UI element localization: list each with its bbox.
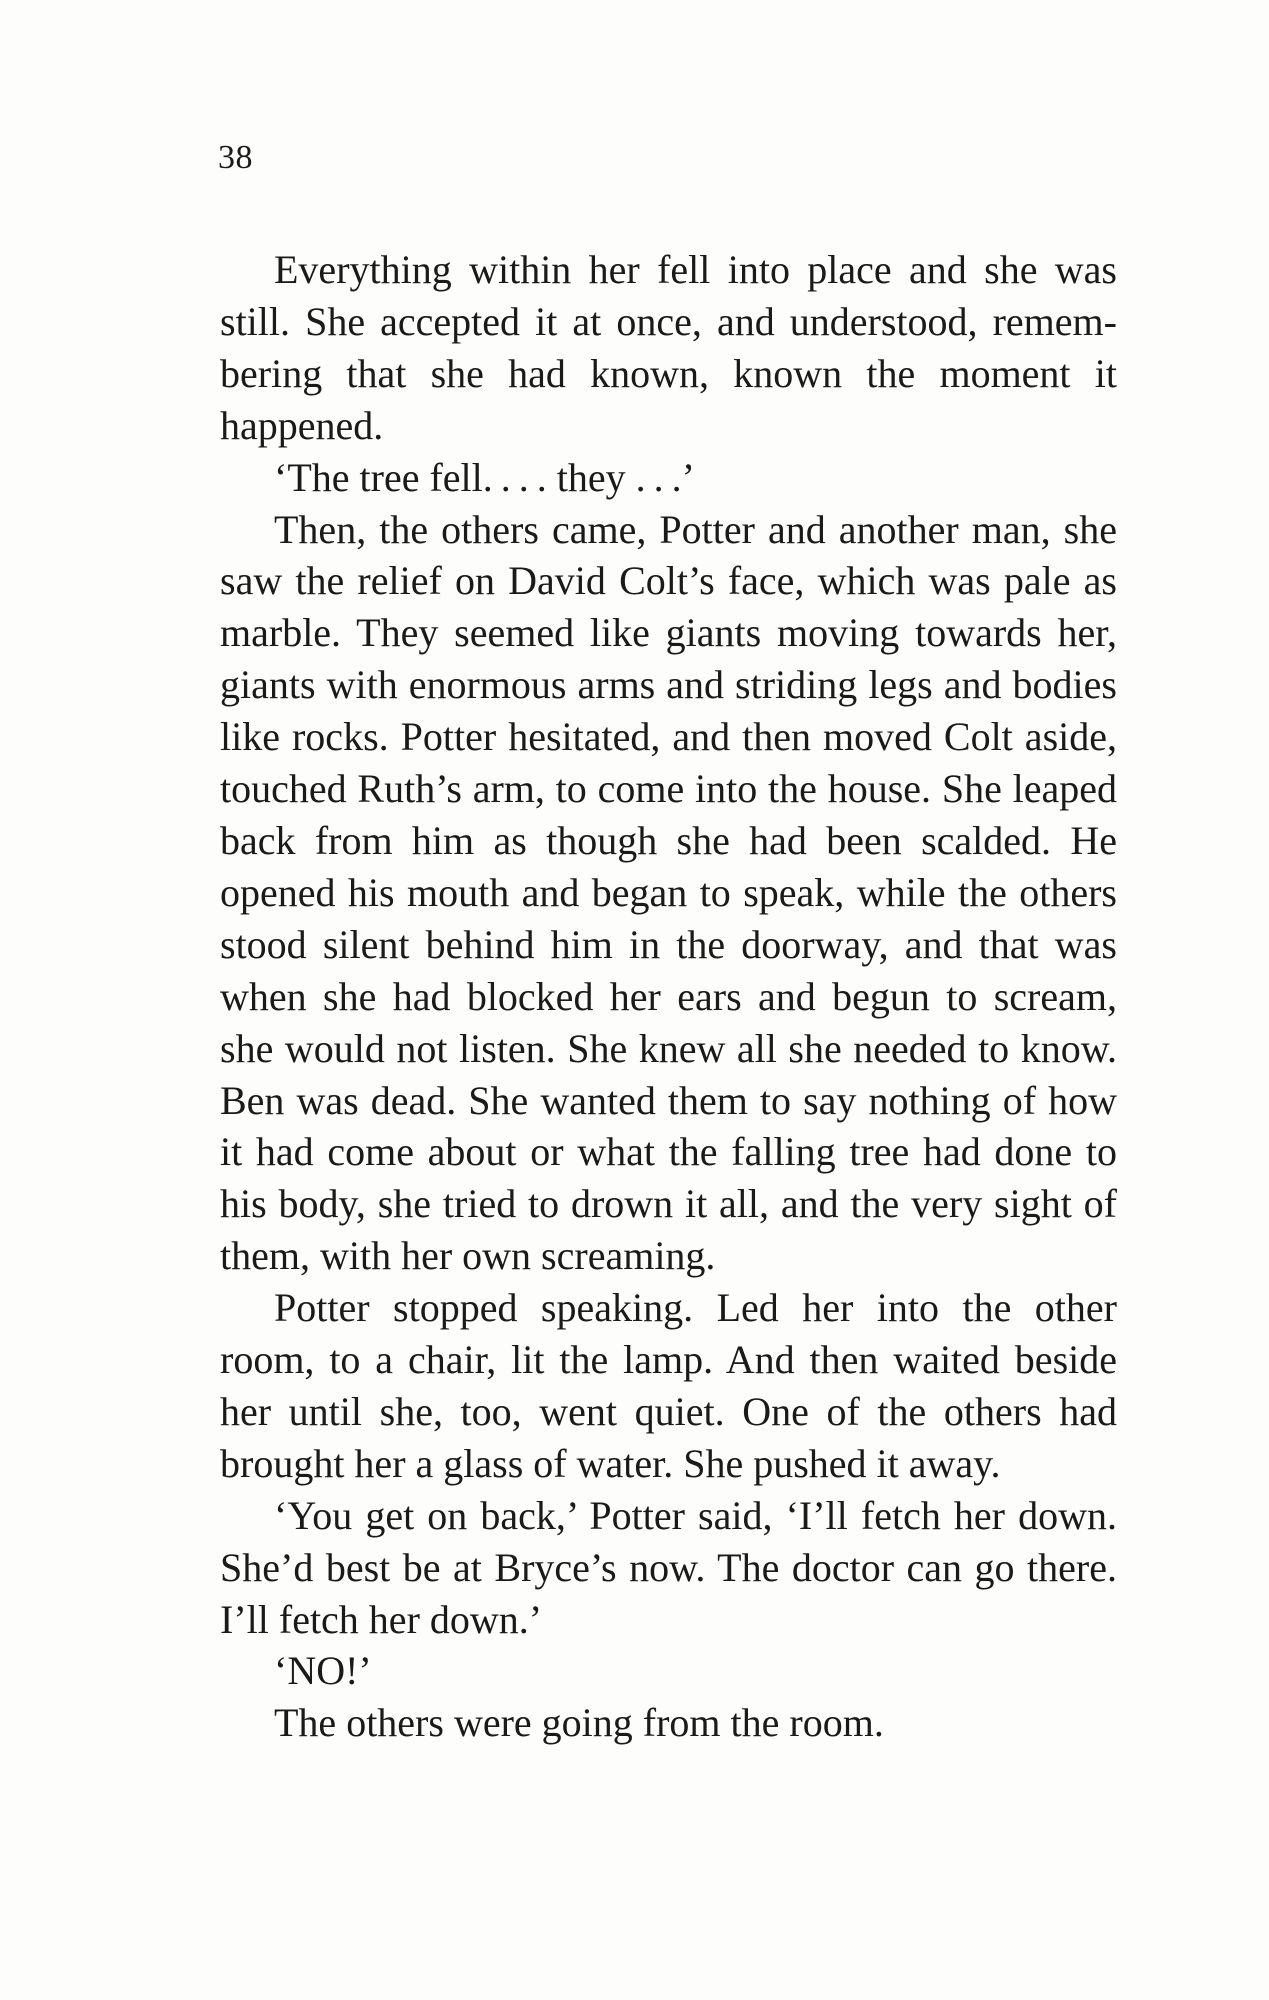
paragraph-5: ‘You get on back,’ Potter said, ‘I’ll fetch her down. She’d best be at Bryce’s now. The doctor can go there. I’ll fetch her down.’ xyxy=(220,1492,1117,1642)
paragraph-1: Everything within her fell into place and she was still. She accepted it at once, and understood, remembering that she had known, known the moment it happened. xyxy=(220,247,1117,448)
page-number: 38 xyxy=(218,139,253,176)
body-text xyxy=(220,244,1117,1749)
paragraph-2: ‘The tree fell. . . . they . . .’ xyxy=(274,454,695,500)
paragraph-6: ‘NO!’ xyxy=(274,1648,372,1694)
paragraph-3: Then, the others came, Potter and another man, she saw the relief on David Colt’s face, which was pale as marble. They seemed like giants moving towards her, giants with enormous arms and striding legs and bodies like rocks. Potter hesitated, and then moved Colt aside, touched Ruth’s arm, to come into the house. She leaped back from him as though she had been scalded. He opened his mouth and began to speak, while the others stood silent behind him in the doorway, and that was when she had blocked her ears and begun to scream, she would not listen. She knew all she needed to know. Ben was dead. She wanted them to say nothing of how it had come about or what the falling tree had done to his body, she tried to drown it all, and the very sight of them, with her own screaming. xyxy=(220,506,1117,1279)
paragraph-4: Potter stopped speaking. Led her into the other room, to a chair, lit the lamp. And then waited beside her until she, too, went quiet. One of the others had brought her a glass of water. She pushed it away. xyxy=(220,1285,1117,1486)
paragraph-7: The others were going from the room. xyxy=(274,1700,884,1746)
